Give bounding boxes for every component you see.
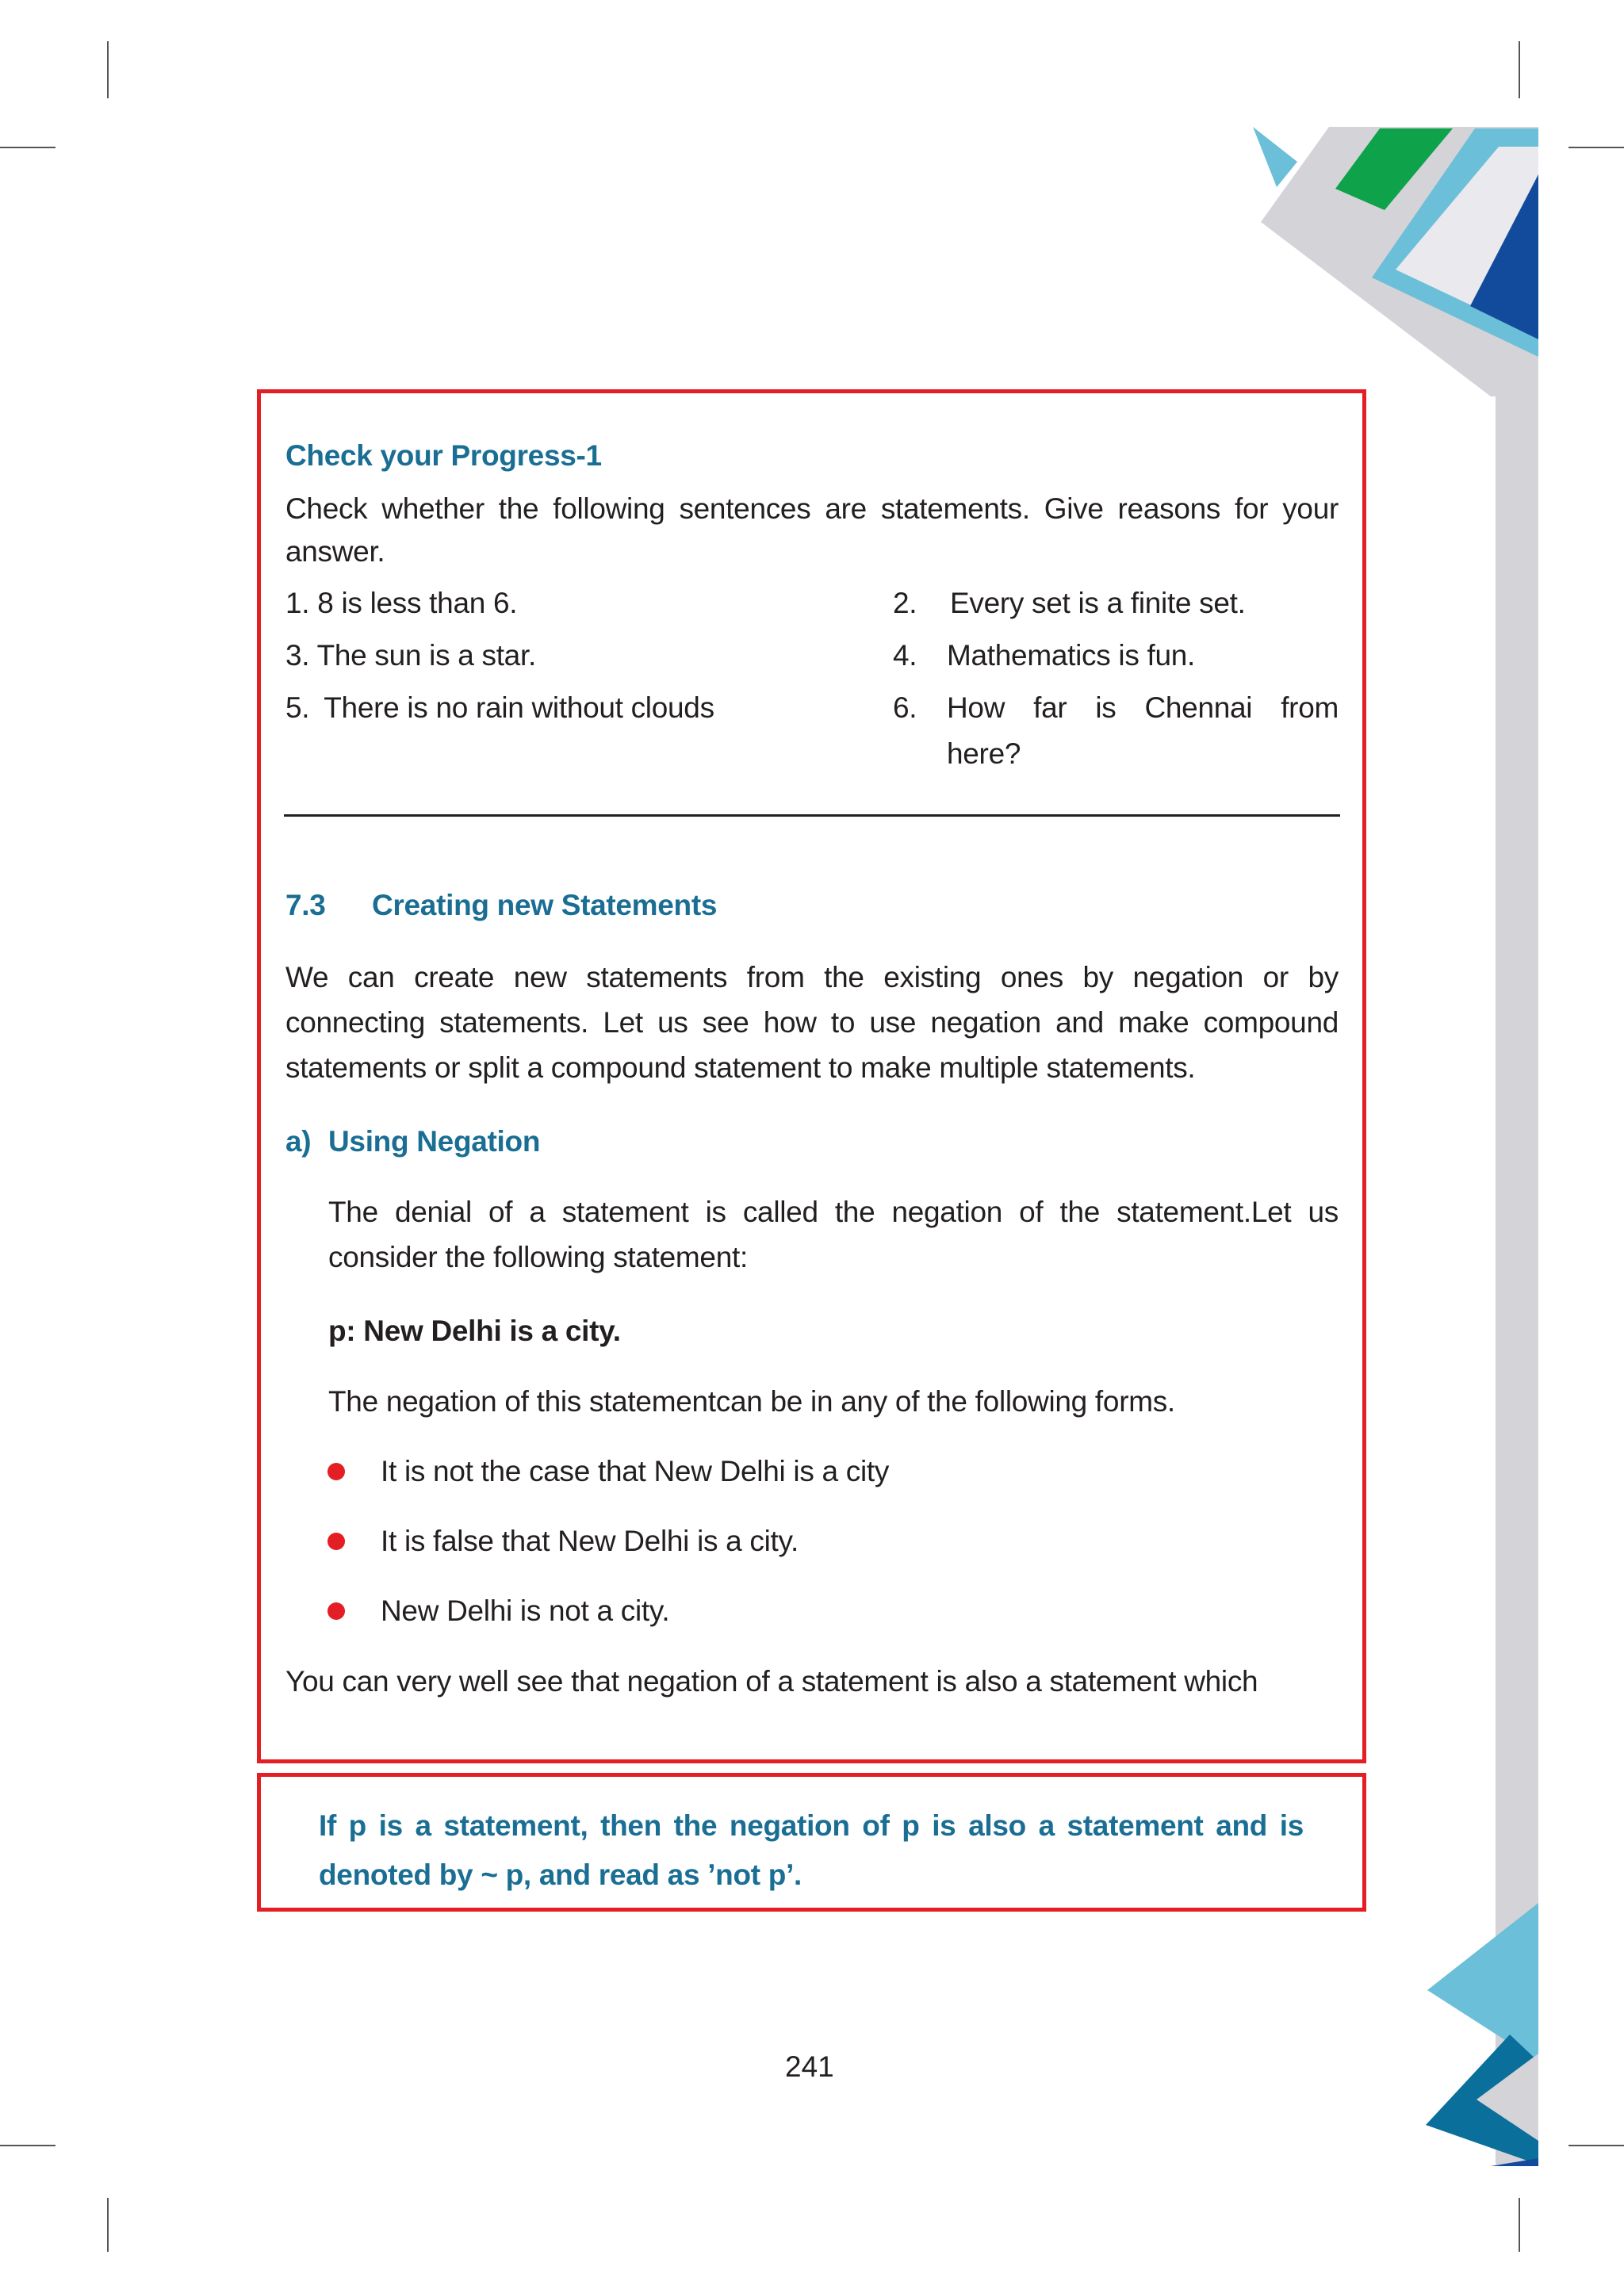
subsection-title: Using Negation: [328, 1125, 541, 1158]
bullet-item-3: New Delhi is not a city.: [381, 1594, 670, 1627]
margin-strip: [1496, 317, 1538, 2165]
bullet-item-2: It is false that New Delhi is a city.: [381, 1525, 799, 1557]
progress-title: Check your Progress-1: [285, 439, 602, 472]
progress-intro-line2: answer.: [285, 535, 385, 568]
corner-shape-diamond: [1427, 1903, 1538, 2061]
section-para-line1: We can create new statements from the existing ones by negation or by: [285, 961, 1339, 993]
progress-item-2-text: Every set is a finite set.: [950, 587, 1246, 619]
definition-line1: If p is a statement, then the negation of p is also a statement and is: [319, 1809, 1304, 1842]
bullet-dot: [327, 1602, 345, 1620]
subsection-label: a): [285, 1125, 312, 1158]
section-para-line2: connecting statements. Let us see how to use negation and make compound: [285, 1006, 1339, 1039]
progress-item-2-number: 2.: [893, 587, 917, 619]
progress-item-4-text: Mathematics is fun.: [947, 639, 1196, 672]
item-text: 8 is less than 6.: [317, 587, 518, 619]
section-title: Creating new Statements: [372, 889, 718, 921]
forms-intro: The negation of this statementcan be in any of the following forms.: [328, 1385, 1175, 1418]
definition-line2: denoted by ~ p, and read as ’not p’.: [319, 1859, 802, 1891]
denial-line2: consider the following statement:: [328, 1241, 748, 1273]
progress-item-6-text-line2: here?: [947, 737, 1021, 770]
item-number: 5.: [285, 691, 310, 724]
item-number: 1.: [285, 587, 310, 619]
denial-line1: The denial of a statement is called the negation of the statement.Let us: [328, 1196, 1339, 1228]
bullet-item-1: It is not the case that New Delhi is a city: [381, 1455, 890, 1487]
page-number: 241: [785, 2050, 834, 2083]
bullet-dot: [327, 1463, 345, 1480]
closing-line: You can very well see that negation of a statement is also a statement which: [285, 1665, 1258, 1698]
section-number: 7.3: [285, 889, 326, 921]
section-para-line3: statements or split a compound statement to make multiple statements.: [285, 1051, 1196, 1084]
progress-item-1: [285, 580, 517, 626]
section-divider: [284, 814, 1340, 817]
progress-item-4-number: 4.: [893, 639, 917, 672]
item-number: 3.: [285, 639, 310, 672]
progress-intro-line1: Check whether the following sentences are statements. Give reasons for your: [285, 492, 1339, 525]
item-text: There is no rain without clouds: [324, 691, 714, 724]
corner-shape-blue: [1253, 127, 1297, 187]
item-text: The sun is a star.: [316, 639, 536, 672]
progress-item-6-number: 6.: [893, 691, 917, 724]
progress-item-6-text-line1: How far is Chennai from: [947, 691, 1339, 724]
example-statement: p: New Delhi is a city.: [328, 1315, 621, 1347]
bullet-dot: [327, 1533, 345, 1550]
progress-item-3: [285, 633, 536, 678]
progress-item-5: [285, 685, 714, 730]
